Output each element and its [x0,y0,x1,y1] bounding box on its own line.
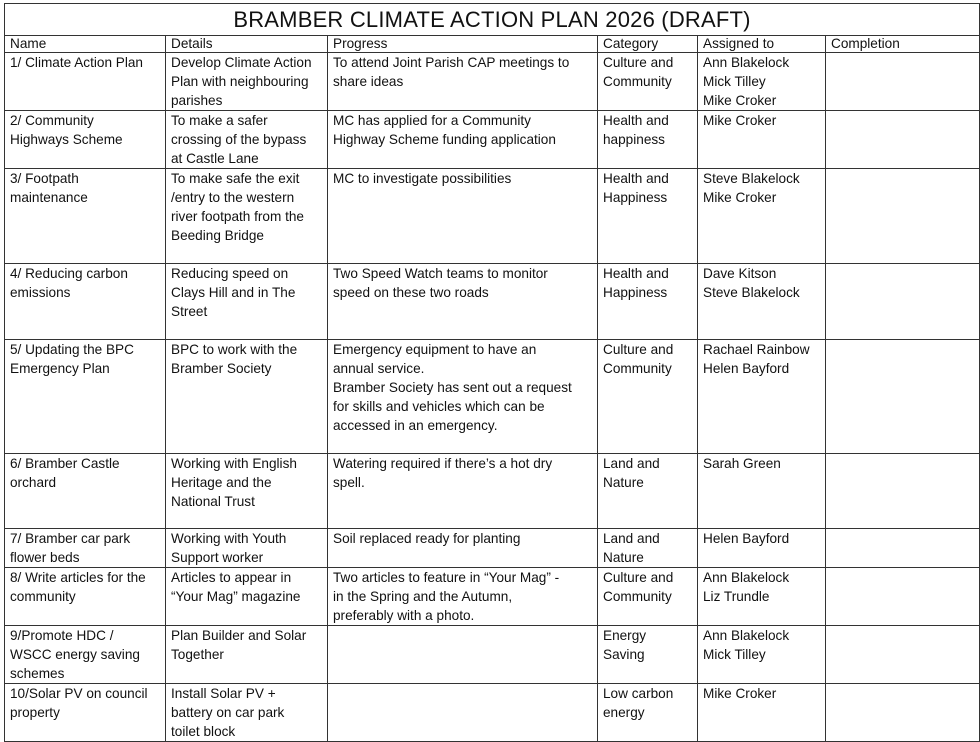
cell-details [166,568,328,626]
cell-progress-line: MC has applied for a Community [333,113,531,128]
cell-category [598,626,698,684]
cell-name [5,169,166,264]
cell-completion [826,684,980,742]
cell-progress-line: spell. [333,475,365,490]
table-row [5,626,980,684]
action-plan-document [4,3,979,742]
cell-category-line: Health and [603,113,669,128]
cell-progress-line: Highway Scheme funding application [333,132,556,147]
cell-category-line: Community [603,589,672,604]
cell-assigned-to-line: Sarah Green [703,456,781,471]
table-row [5,53,980,111]
cell-details-line: Reducing speed on [171,266,289,281]
cell-assigned-to-line: Mike Croker [703,190,777,205]
cell-details-line: /entry to the western [171,190,295,205]
cell-name-line: 7/ Bramber car park [10,531,131,546]
cell-assigned-to [698,626,826,684]
cell-progress [328,684,598,742]
cell-name [5,454,166,529]
cell-category-line: Saving [603,647,645,662]
cell-progress [328,454,598,529]
cell-assigned-to [698,568,826,626]
cell-details-line: Heritage and the [171,475,272,490]
cell-details-line: Bramber Society [171,361,272,376]
cell-details-line: To make a safer [171,113,268,128]
cell-category-line: Health and [603,266,669,281]
table-row [5,169,980,264]
cell-name-line: 5/ Updating the BPC [10,342,134,357]
cell-details-line: Develop Climate Action [171,55,312,70]
cell-name-line: 1/ Climate Action Plan [10,55,143,70]
cell-assigned-to-line: Dave Kitson [703,266,777,281]
cell-category-line: Community [603,74,672,89]
cell-details-line: “Your Mag” magazine [171,589,301,604]
cell-completion [826,264,980,340]
cell-completion [826,111,980,169]
table-row [5,684,980,742]
cell-category-line: Culture and [603,55,674,70]
cell-progress-line: annual service. [333,361,425,376]
cell-assigned-to [698,264,826,340]
cell-details-line: Articles to appear in [171,570,292,585]
title-row [5,4,980,36]
cell-completion [826,340,980,454]
cell-progress-line: accessed in an emergency. [333,418,498,433]
cell-assigned-to-line: Ann Blakelock [703,628,790,643]
cell-name [5,529,166,568]
cell-category-line: Low carbon [603,686,674,701]
column-header-assigned-to: Assigned to [698,36,826,53]
cell-completion [826,454,980,529]
cell-name-line: 3/ Footpath [10,171,79,186]
cell-assigned-to-line: Mike Croker [703,686,777,701]
cell-category-line: Land and [603,456,660,471]
cell-name [5,111,166,169]
cell-name-line: orchard [10,475,57,490]
header-row [5,36,980,53]
table-body [5,53,980,742]
cell-category-line: Community [603,361,672,376]
cell-assigned-to [698,454,826,529]
cell-details-line: river footpath from the [171,209,304,224]
cell-details-line: Beeding Bridge [171,228,264,243]
cell-details [166,454,328,529]
column-header-category: Category [598,36,698,53]
cell-assigned-to-line: Mike Croker [703,113,777,128]
cell-details-line: Working with English [171,456,297,471]
document-title: BRAMBER CLIMATE ACTION PLAN 2026 (DRAFT) [5,4,980,36]
cell-details-line: crossing of the bypass [171,132,307,147]
cell-name-line: maintenance [10,190,88,205]
cell-details [166,684,328,742]
cell-completion [826,169,980,264]
cell-progress-line: for skills and vehicles which can be [333,399,545,414]
cell-category-line: happiness [603,132,665,147]
cell-progress-line: Bramber Society has sent out a request [333,380,572,395]
cell-details-line: Street [171,304,208,319]
cell-details-line: toilet block [171,724,236,739]
cell-progress-line: To attend Joint Parish CAP meetings to [333,55,570,70]
cell-progress [328,111,598,169]
cell-completion [826,529,980,568]
column-header-details: Details [166,36,328,53]
cell-details-line: Plan Builder and Solar [171,628,307,643]
cell-category [598,111,698,169]
cell-completion [826,53,980,111]
cell-name-line: flower beds [10,550,80,565]
cell-details-line: Install Solar PV + [171,686,276,701]
cell-progress-line: Emergency equipment to have an [333,342,537,357]
cell-progress-line: Soil replaced ready for planting [333,531,521,546]
cell-category [598,264,698,340]
cell-details [166,111,328,169]
cell-name-line: schemes [10,666,65,681]
cell-category-line: Nature [603,550,644,565]
cell-progress-line: in the Spring and the Autumn, [333,589,513,604]
cell-assigned-to-line: Helen Bayford [703,361,790,376]
cell-progress-line: share ideas [333,74,404,89]
cell-category [598,53,698,111]
cell-details-line: National Trust [171,494,255,509]
table-row [5,111,980,169]
cell-details-line: BPC to work with the [171,342,298,357]
cell-progress [328,169,598,264]
cell-category-line: Culture and [603,570,674,585]
cell-details [166,53,328,111]
cell-progress [328,568,598,626]
cell-assigned-to-line: Steve Blakelock [703,171,800,186]
cell-name-line: 2/ Community [10,113,94,128]
cell-category [598,454,698,529]
cell-details-line: at Castle Lane [171,151,259,166]
cell-progress [328,264,598,340]
cell-progress-line: Watering required if there’s a hot dry [333,456,553,471]
cell-details-line: Support worker [171,550,264,565]
cell-name [5,53,166,111]
cell-category [598,340,698,454]
cell-name [5,684,166,742]
cell-assigned-to-line: Mick Tilley [703,74,766,89]
action-plan-table [4,3,980,742]
cell-name-line: 9/Promote HDC / [10,628,114,643]
cell-category-line: Health and [603,171,669,186]
cell-name-line: WSCC energy saving [10,647,140,662]
cell-assigned-to [698,529,826,568]
cell-details-line: parishes [171,93,223,108]
cell-assigned-to-line: Liz Trundle [703,589,770,604]
cell-progress [328,529,598,568]
cell-assigned-to-line: Helen Bayford [703,531,790,546]
table-row [5,264,980,340]
cell-name-line: 4/ Reducing carbon [10,266,128,281]
cell-category-line: Culture and [603,342,674,357]
cell-name [5,264,166,340]
cell-assigned-to [698,169,826,264]
table-row [5,568,980,626]
cell-details [166,169,328,264]
cell-category-line: Happiness [603,285,668,300]
cell-category [598,529,698,568]
cell-progress-line: Two articles to feature in “Your Mag” - [333,570,560,585]
column-header-name: Name [5,36,166,53]
cell-name-line: 8/ Write articles for the [10,570,146,585]
column-header-progress: Progress [328,36,598,53]
cell-details-line: battery on car park [171,705,285,720]
column-header-completion: Completion [826,36,980,53]
table-row [5,454,980,529]
cell-details [166,264,328,340]
cell-name [5,626,166,684]
cell-assigned-to [698,684,826,742]
cell-details [166,340,328,454]
cell-details-line: Together [171,647,224,662]
cell-details [166,529,328,568]
cell-assigned-to-line: Ann Blakelock [703,55,790,70]
cell-assigned-to-line: Ann Blakelock [703,570,790,585]
cell-category [598,169,698,264]
cell-progress-line: MC to investigate possibilities [333,171,512,186]
cell-name-line: community [10,589,76,604]
cell-category-line: Happiness [603,190,668,205]
cell-category-line: Energy [603,628,647,643]
cell-completion [826,568,980,626]
cell-assigned-to-line: Mick Tilley [703,647,766,662]
cell-details-line: Clays Hill and in The [171,285,296,300]
cell-progress [328,626,598,684]
cell-details-line: Working with Youth [171,531,287,546]
cell-category-line: energy [603,705,645,720]
cell-name-line: 6/ Bramber Castle [10,456,120,471]
cell-progress [328,53,598,111]
cell-assigned-to-line: Steve Blakelock [703,285,800,300]
cell-name-line: property [10,705,60,720]
cell-progress-line: preferably with a photo. [333,608,475,623]
cell-assigned-to-line: Mike Croker [703,93,777,108]
cell-name-line: emissions [10,285,71,300]
cell-category [598,568,698,626]
cell-category-line: Land and [603,531,660,546]
cell-name-line: 10/Solar PV on council [10,686,148,701]
cell-completion [826,626,980,684]
cell-assigned-to [698,340,826,454]
cell-details-line: To make safe the exit [171,171,300,186]
cell-details [166,626,328,684]
cell-name [5,340,166,454]
cell-name-line: Highways Scheme [10,132,123,147]
table-row [5,529,980,568]
cell-name [5,568,166,626]
table-row [5,340,980,454]
cell-details-line: Plan with neighbouring [171,74,309,89]
cell-category-line: Nature [603,475,644,490]
cell-category [598,684,698,742]
cell-progress-line: Two Speed Watch teams to monitor [333,266,548,281]
cell-assigned-to [698,111,826,169]
cell-name-line: Emergency Plan [10,361,110,376]
cell-assigned-to-line: Rachael Rainbow [703,342,810,357]
cell-progress [328,340,598,454]
cell-assigned-to [698,53,826,111]
cell-progress-line: speed on these two roads [333,285,489,300]
